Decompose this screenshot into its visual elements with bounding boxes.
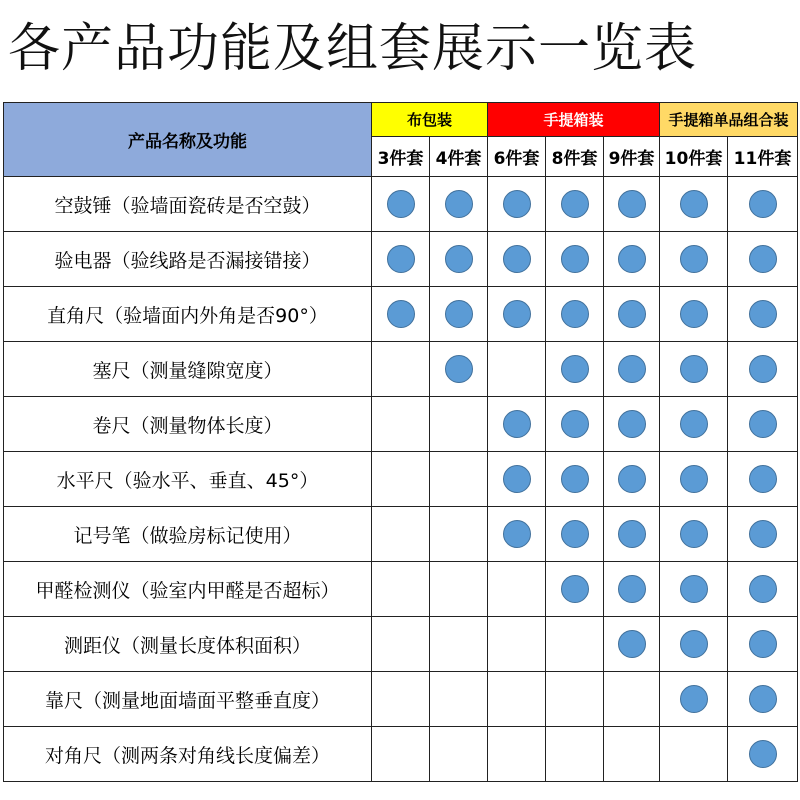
product-kit-table [3,102,798,782]
included-dot-icon [749,410,777,438]
kit-inclusion-cell [604,452,660,507]
kit-inclusion-cell [660,287,728,342]
kit-inclusion-cell [430,617,488,672]
kit-inclusion-cell [430,177,488,232]
kit-inclusion-cell [728,672,798,727]
kit-inclusion-cell [488,397,546,452]
kit-inclusion-cell [660,397,728,452]
kit-inclusion-cell [430,727,488,782]
included-dot-icon [561,245,589,273]
kit-inclusion-cell [488,727,546,782]
included-dot-icon [680,410,708,438]
kit-inclusion-cell [488,287,546,342]
product-name-cell: 塞尺（测量缝隙宽度） [4,342,372,397]
table-row [4,562,798,617]
table-row [4,452,798,507]
kit-inclusion-cell [372,397,430,452]
included-dot-icon [618,630,646,658]
kit-inclusion-cell [372,177,430,232]
kit-size-header: 6件套 [488,137,546,177]
included-dot-icon [561,355,589,383]
kit-inclusion-cell [728,232,798,287]
table-row [4,672,798,727]
kit-inclusion-cell [430,232,488,287]
kit-inclusion-cell [546,562,604,617]
kit-inclusion-cell [660,672,728,727]
included-dot-icon [680,630,708,658]
included-dot-icon [749,355,777,383]
kit-inclusion-cell [660,562,728,617]
kit-inclusion-cell [728,562,798,617]
included-dot-icon [561,190,589,218]
kit-inclusion-cell [372,727,430,782]
kit-inclusion-cell [430,287,488,342]
included-dot-icon [618,465,646,493]
kit-inclusion-cell [660,342,728,397]
product-name-cell: 卷尺（测量物体长度） [4,397,372,452]
product-name-cell: 空鼓锤（验墙面瓷砖是否空鼓） [4,177,372,232]
product-name-cell: 靠尺（测量地面墙面平整垂直度） [4,672,372,727]
kit-inclusion-cell [372,617,430,672]
included-dot-icon [680,190,708,218]
kit-inclusion-cell [546,287,604,342]
included-dot-icon [680,300,708,328]
kit-inclusion-cell [372,507,430,562]
included-dot-icon [680,575,708,603]
kit-inclusion-cell [660,727,728,782]
kit-inclusion-cell [728,617,798,672]
kit-inclusion-cell [372,672,430,727]
kit-inclusion-cell [488,672,546,727]
kit-inclusion-cell [546,232,604,287]
kit-size-header: 10件套 [660,137,728,177]
kit-inclusion-cell [430,562,488,617]
kit-inclusion-cell [728,177,798,232]
kit-inclusion-cell [372,232,430,287]
kit-inclusion-cell [604,397,660,452]
kit-inclusion-cell [372,452,430,507]
included-dot-icon [561,575,589,603]
table-row [4,727,798,782]
kit-size-header: 9件套 [604,137,660,177]
table-row [4,507,798,562]
kit-inclusion-cell [728,397,798,452]
kit-inclusion-cell [488,342,546,397]
included-dot-icon [503,410,531,438]
included-dot-icon [618,575,646,603]
included-dot-icon [503,245,531,273]
kit-inclusion-cell [604,177,660,232]
kit-inclusion-cell [546,452,604,507]
kit-inclusion-cell [430,397,488,452]
kit-inclusion-cell [660,177,728,232]
included-dot-icon [445,300,473,328]
table-row [4,617,798,672]
table-row [4,342,798,397]
kit-inclusion-cell [728,342,798,397]
table-row [4,177,798,232]
included-dot-icon [618,190,646,218]
kit-inclusion-cell [430,672,488,727]
included-dot-icon [561,300,589,328]
package-group-header: 手提箱单品组合装 [660,103,798,137]
package-group-header: 手提箱装 [488,103,660,137]
kit-inclusion-cell [488,507,546,562]
included-dot-icon [503,190,531,218]
included-dot-icon [503,300,531,328]
kit-inclusion-cell [546,617,604,672]
included-dot-icon [749,190,777,218]
included-dot-icon [561,465,589,493]
included-dot-icon [445,355,473,383]
included-dot-icon [680,685,708,713]
kit-inclusion-cell [604,672,660,727]
included-dot-icon [503,465,531,493]
included-dot-icon [387,245,415,273]
kit-inclusion-cell [430,452,488,507]
kit-inclusion-cell [728,727,798,782]
kit-inclusion-cell [430,507,488,562]
included-dot-icon [749,685,777,713]
product-name-cell: 验电器（验线路是否漏接错接） [4,232,372,287]
product-name-cell: 直角尺（验墙面内外角是否90°） [4,287,372,342]
kit-inclusion-cell [604,727,660,782]
kit-inclusion-cell [546,727,604,782]
kit-inclusion-cell [546,507,604,562]
kit-size-header: 8件套 [546,137,604,177]
kit-inclusion-cell [372,287,430,342]
kit-inclusion-cell [604,232,660,287]
kit-inclusion-cell [488,617,546,672]
product-name-cell: 对角尺（测两条对角线长度偏差） [4,727,372,782]
included-dot-icon [503,520,531,548]
kit-inclusion-cell [660,452,728,507]
product-name-cell: 甲醛检测仪（验室内甲醛是否超标） [4,562,372,617]
page-title: 各产品功能及组套展示一览表 [8,19,698,79]
included-dot-icon [445,190,473,218]
kit-inclusion-cell [546,177,604,232]
kit-inclusion-cell [546,397,604,452]
kit-inclusion-cell [546,342,604,397]
kit-inclusion-cell [604,342,660,397]
included-dot-icon [680,520,708,548]
kit-inclusion-cell [430,342,488,397]
kit-inclusion-cell [546,672,604,727]
product-name-cell: 测距仪（测量长度体积面积） [4,617,372,672]
included-dot-icon [561,410,589,438]
included-dot-icon [618,355,646,383]
included-dot-icon [618,520,646,548]
included-dot-icon [749,520,777,548]
table-row [4,232,798,287]
included-dot-icon [749,465,777,493]
kit-size-header: 4件套 [430,137,488,177]
kit-inclusion-cell [488,177,546,232]
included-dot-icon [749,245,777,273]
kit-inclusion-cell [372,562,430,617]
table-row [4,287,798,342]
product-name-header: 产品名称及功能 [4,103,372,177]
kit-size-header: 11件套 [728,137,798,177]
kit-inclusion-cell [660,507,728,562]
included-dot-icon [680,245,708,273]
included-dot-icon [680,465,708,493]
kit-inclusion-cell [372,342,430,397]
included-dot-icon [749,630,777,658]
product-name-cell: 记号笔（做验房标记使用） [4,507,372,562]
included-dot-icon [749,740,777,768]
included-dot-icon [749,300,777,328]
kit-inclusion-cell [660,232,728,287]
kit-inclusion-cell [728,452,798,507]
included-dot-icon [618,300,646,328]
included-dot-icon [387,190,415,218]
package-group-row [4,103,798,137]
included-dot-icon [445,245,473,273]
kit-inclusion-cell [660,617,728,672]
kit-inclusion-cell [604,617,660,672]
kit-inclusion-cell [488,452,546,507]
product-rows [4,177,798,782]
included-dot-icon [680,355,708,383]
included-dot-icon [387,300,415,328]
included-dot-icon [618,410,646,438]
kit-inclusion-cell [604,287,660,342]
product-name-cell: 水平尺（验水平、垂直、45°） [4,452,372,507]
kit-inclusion-cell [728,287,798,342]
kit-inclusion-cell [604,507,660,562]
included-dot-icon [561,520,589,548]
kit-inclusion-cell [604,562,660,617]
kit-size-header: 3件套 [372,137,430,177]
included-dot-icon [749,575,777,603]
kit-inclusion-cell [728,507,798,562]
kit-inclusion-cell [488,562,546,617]
included-dot-icon [618,245,646,273]
table-row [4,397,798,452]
package-group-header: 布包装 [372,103,488,137]
kit-inclusion-cell [488,232,546,287]
